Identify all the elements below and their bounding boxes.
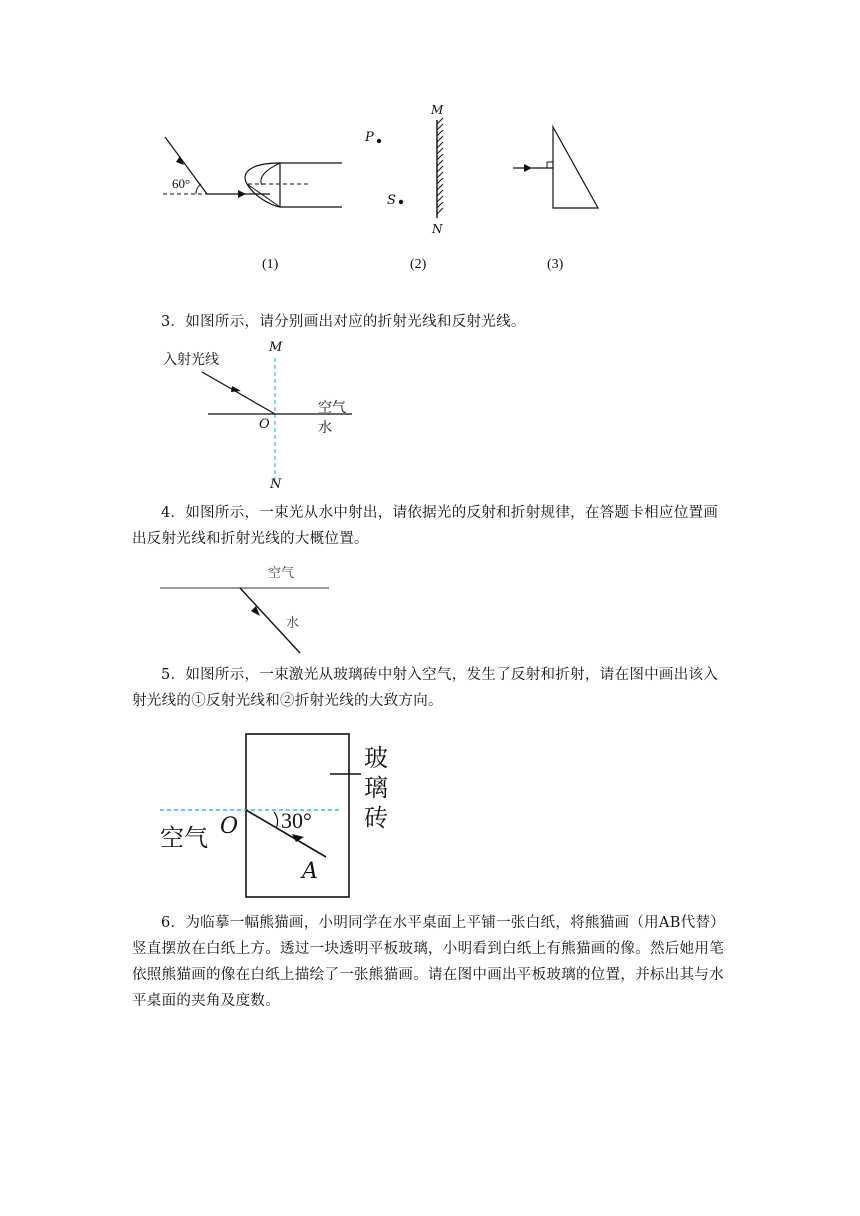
figure-3-caption: (3) xyxy=(547,257,564,272)
question-3-normal-top: M xyxy=(269,340,283,355)
question-3-medium-lower: 水 xyxy=(318,420,332,436)
question-4-paragraph: 4．如图所示，一束光从水中射出，请依据光的反射和折射规律，在答题卡相应位置画出反射光线和折射光线的大概位置。 xyxy=(132,505,719,547)
figure-2-point-p: P xyxy=(365,130,374,145)
figure-1-caption: (1) xyxy=(262,257,279,272)
glass-label-2: 璃 xyxy=(364,774,388,802)
glass-label-3: 砖 xyxy=(364,804,388,832)
question-5-paragraph: 5．如图所示，一束激光从玻璃砖中射入空气，发生了反射和折射，请在图中画出该入射光线的①反射光线和②折射光线的大致方向。 xyxy=(132,667,719,709)
question-4-medium-upper: 空气 xyxy=(268,566,295,581)
question-3-incident-label: 入射光线 xyxy=(163,352,219,368)
question-5-point-a: A xyxy=(302,859,318,884)
question-3-normal-bottom: N xyxy=(270,477,282,492)
figure-2-mirror-bottom: N xyxy=(432,222,443,236)
question-3-paragraph: 3．如图所示，请分别画出对应的折射光线和反射光线。 xyxy=(161,314,526,330)
question-4-medium-lower: 水 xyxy=(286,616,300,631)
question-6-text xyxy=(132,910,732,1014)
question-3-origin: O xyxy=(259,417,270,432)
question-3-medium-upper: 空气 xyxy=(318,400,346,416)
figure-2-caption: (2) xyxy=(410,257,427,272)
question-5-air-label: 空气 xyxy=(160,824,208,852)
figure-1-angle-label: 60° xyxy=(172,176,191,191)
question-6-paragraph: 6．为临摹一幅熊猫画，小明同学在水平桌面上平铺一张白纸，将熊猫画（用AB代替）竖直摆放在白纸上方。透过一块透明平板玻璃，小明看到白纸上有熊猫画的像。然后她用笔依照熊猫画的像在白纸上描绘了一张熊猫画。请在图中画出平板玻璃的位置，并标出其与水平桌面的夹角及度数。 xyxy=(132,915,726,1009)
glass-label-1: 玻 xyxy=(364,744,388,772)
question-5-origin: O xyxy=(220,814,239,839)
question-5-angle: 30° xyxy=(281,808,312,833)
figure-2-point-s: S xyxy=(387,193,396,208)
figure-2-mirror-top: M xyxy=(431,103,444,117)
